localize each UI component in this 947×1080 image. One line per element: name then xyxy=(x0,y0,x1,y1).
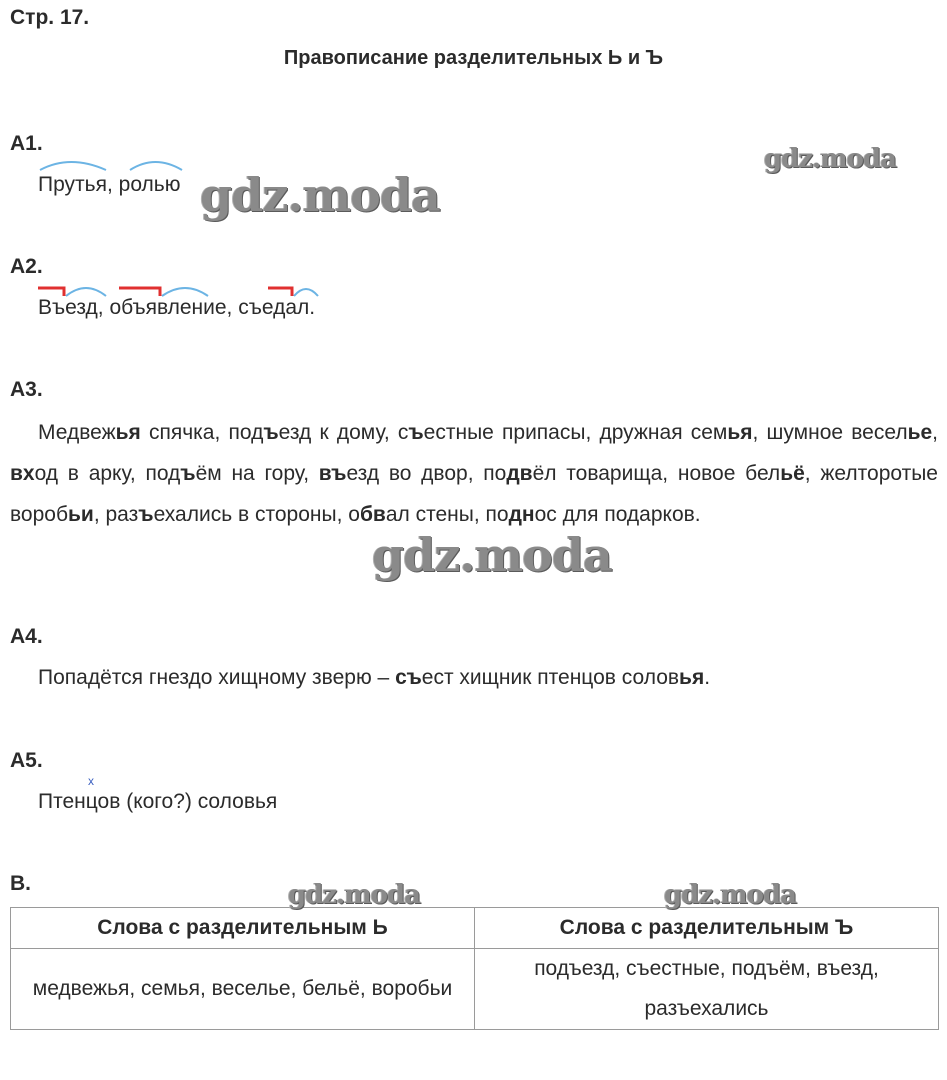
page-number: Стр. 17. xyxy=(10,6,90,29)
root-arc xyxy=(294,289,318,296)
cell-hard-sign-words: подъезд, съестные, подъём, въезд, разъехались xyxy=(475,949,939,1030)
task-a2-label: A2. xyxy=(10,255,43,278)
task-a1-label: A1. xyxy=(10,132,43,155)
prefix-bar xyxy=(119,288,160,296)
watermark: gdz.moda xyxy=(372,528,612,582)
watermark: gdz.moda xyxy=(664,880,797,910)
task-a5-label: A5. xyxy=(10,749,43,772)
task-b-label: B. xyxy=(10,872,31,895)
table-row xyxy=(11,949,939,1030)
page-title: Правописание разделительных Ь и Ъ xyxy=(283,47,664,69)
root-arc xyxy=(66,288,106,296)
table-header-row xyxy=(11,908,939,949)
prefix-bar xyxy=(268,288,292,296)
root-arc xyxy=(162,288,208,296)
watermark: gdz.moda xyxy=(764,144,897,174)
task-a5-text: Птенцов (кого?) соловья xyxy=(38,790,278,813)
root-arc xyxy=(130,162,182,170)
prefix-bar xyxy=(38,288,64,296)
words-table xyxy=(10,907,939,1030)
watermark: gdz.moda xyxy=(200,168,440,222)
task-a1-text: Прутья, ролью xyxy=(38,173,181,196)
task-a2-text: Въезд, объявление, съедал. xyxy=(38,296,316,319)
root-arc xyxy=(40,162,106,170)
question-mark-x: x xyxy=(88,774,94,788)
cell-soft-sign-words: медвежья, семья, веселье, бельё, воробьи xyxy=(11,949,475,1030)
header-soft-sign: Слова с разделительным Ь xyxy=(11,908,475,949)
header-hard-sign: Слова с разделительным Ъ xyxy=(475,908,939,949)
task-a3-paragraph: Медвежья спячка, подъезд к дому, съестные припасы, дружная семья, шумное веселье, вход в арку, подъём на гору, въезд во двор, подвёл товарища, новое бельё, желторотые воробьи, разъехались в стороны, обвал стены, поднос для подарков. xyxy=(10,421,939,526)
watermark: gdz.moda xyxy=(288,880,421,910)
task-a4-text: Попадётся гнездо хищному зверю – съест хищник птенцов соловья. xyxy=(38,666,711,689)
task-a4-label: A4. xyxy=(10,625,43,648)
task-a3-label: A3. xyxy=(10,378,43,401)
